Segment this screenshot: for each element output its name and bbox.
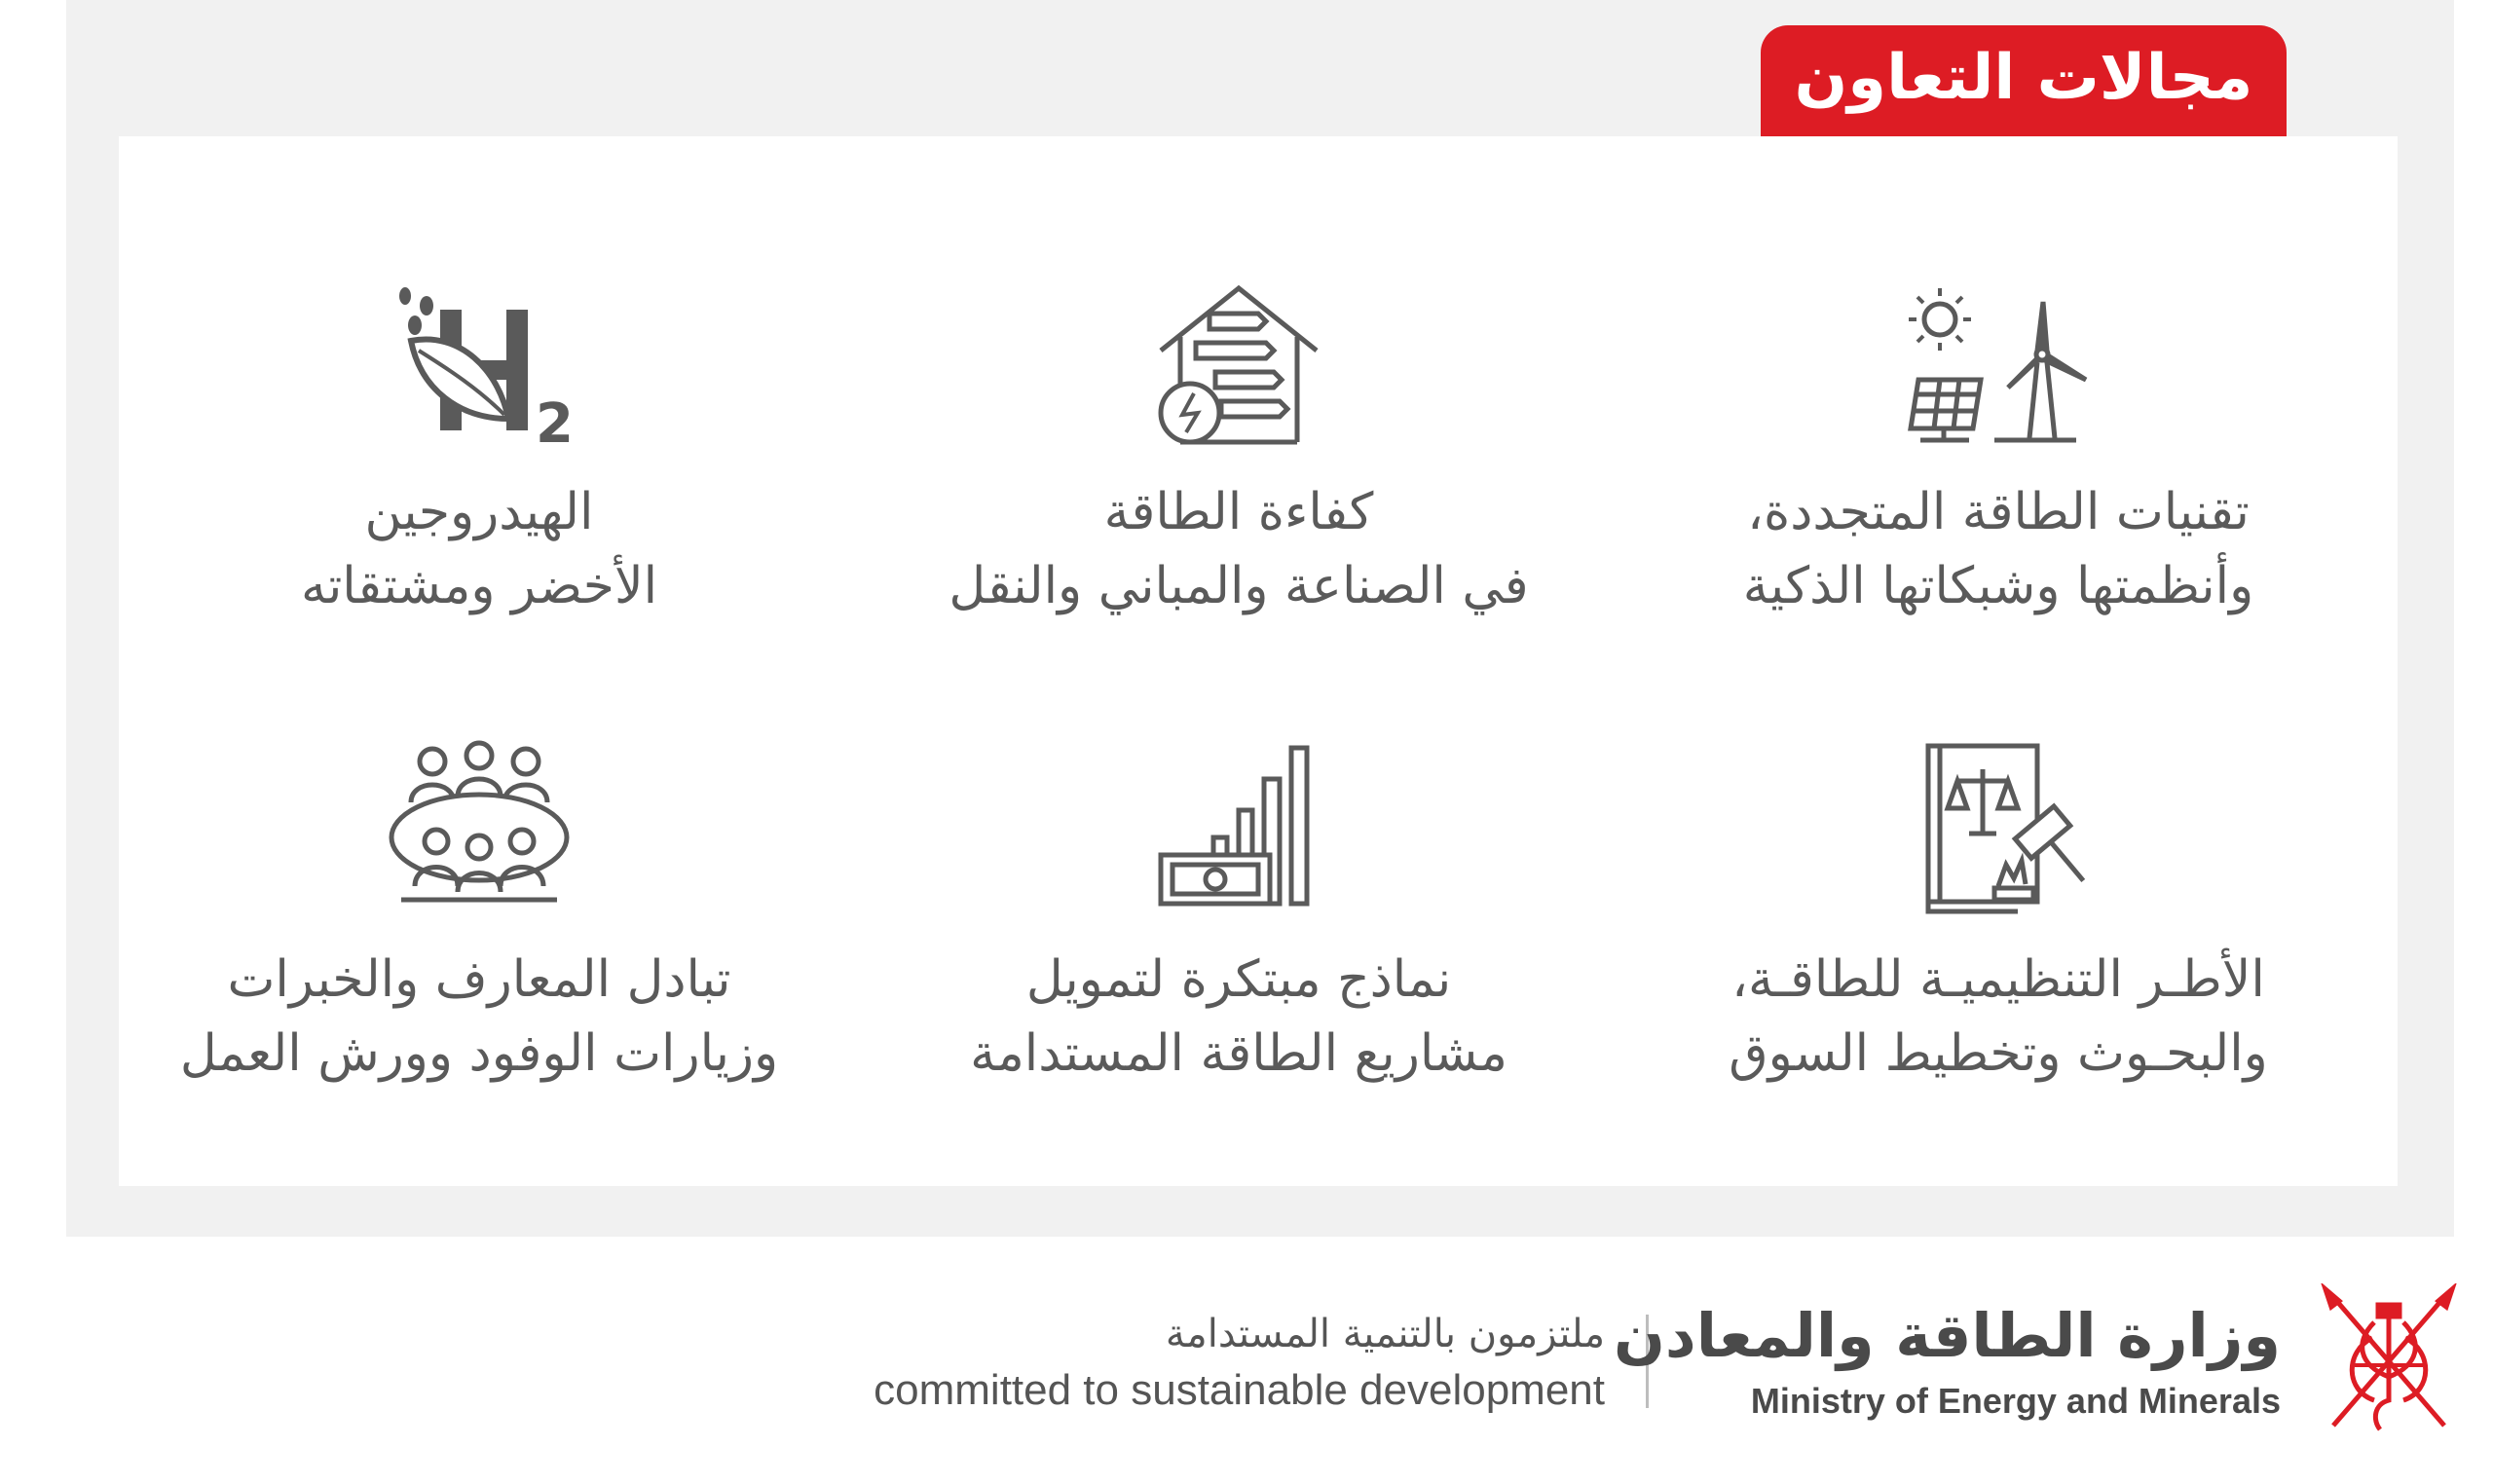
slogan — [874, 1307, 1605, 1420]
regulatory-law-icon — [1901, 740, 2096, 915]
area-label: نماذج مبتكرة لتمويل مشاريع الطاقة المستدامة — [970, 950, 1507, 1083]
meeting-table-icon — [372, 740, 586, 915]
area-efficiency — [898, 282, 1580, 623]
area-renewable — [1657, 282, 2339, 623]
area-meeting — [138, 740, 820, 1091]
ministry-name-arabic: وزارة الطاقة والمعادن — [1614, 1300, 2281, 1371]
financing-chart-icon — [1141, 740, 1336, 915]
area-label: تقنيات الطاقة المتجددة، وأنظمتها وشبكاتها الذكية — [1742, 483, 2254, 615]
area-label: كفاءة الطاقة في الصناعة والمباني والنقل — [949, 483, 1529, 615]
slogan-english: committed to sustainable development — [874, 1366, 1605, 1414]
section-title: مجالات التعاون — [1794, 42, 2253, 114]
area-regulatory — [1657, 740, 2339, 1091]
area-label: تبادل المعارف والخبرات وزيارات الوفود وورش العمل — [179, 950, 779, 1083]
slogan-arabic: ملتزمون بالتنمية المستدامة — [1165, 1312, 1605, 1356]
svg-text:2: 2 — [536, 392, 574, 448]
ministry-name — [1614, 1295, 2281, 1426]
oman-emblem-icon — [2316, 1283, 2462, 1439]
area-label: الهيدروجين الأخضر ومشتقاته — [300, 483, 658, 615]
energy-efficiency-icon — [1141, 282, 1336, 448]
areas-card — [119, 136, 2398, 1186]
green-hydrogen-icon — [372, 282, 586, 448]
area-financing — [898, 740, 1580, 1091]
renewable-energy-icon — [1901, 282, 2096, 448]
area-label: الأطـر التنظيميـة للطاقـة، والبحـوث وتخطيط السوق — [1729, 950, 2268, 1083]
ministry-name-english: Ministry of Energy and Minerals — [1750, 1381, 2281, 1421]
area-hydrogen — [138, 282, 820, 623]
section-title-tab — [1761, 25, 2287, 138]
